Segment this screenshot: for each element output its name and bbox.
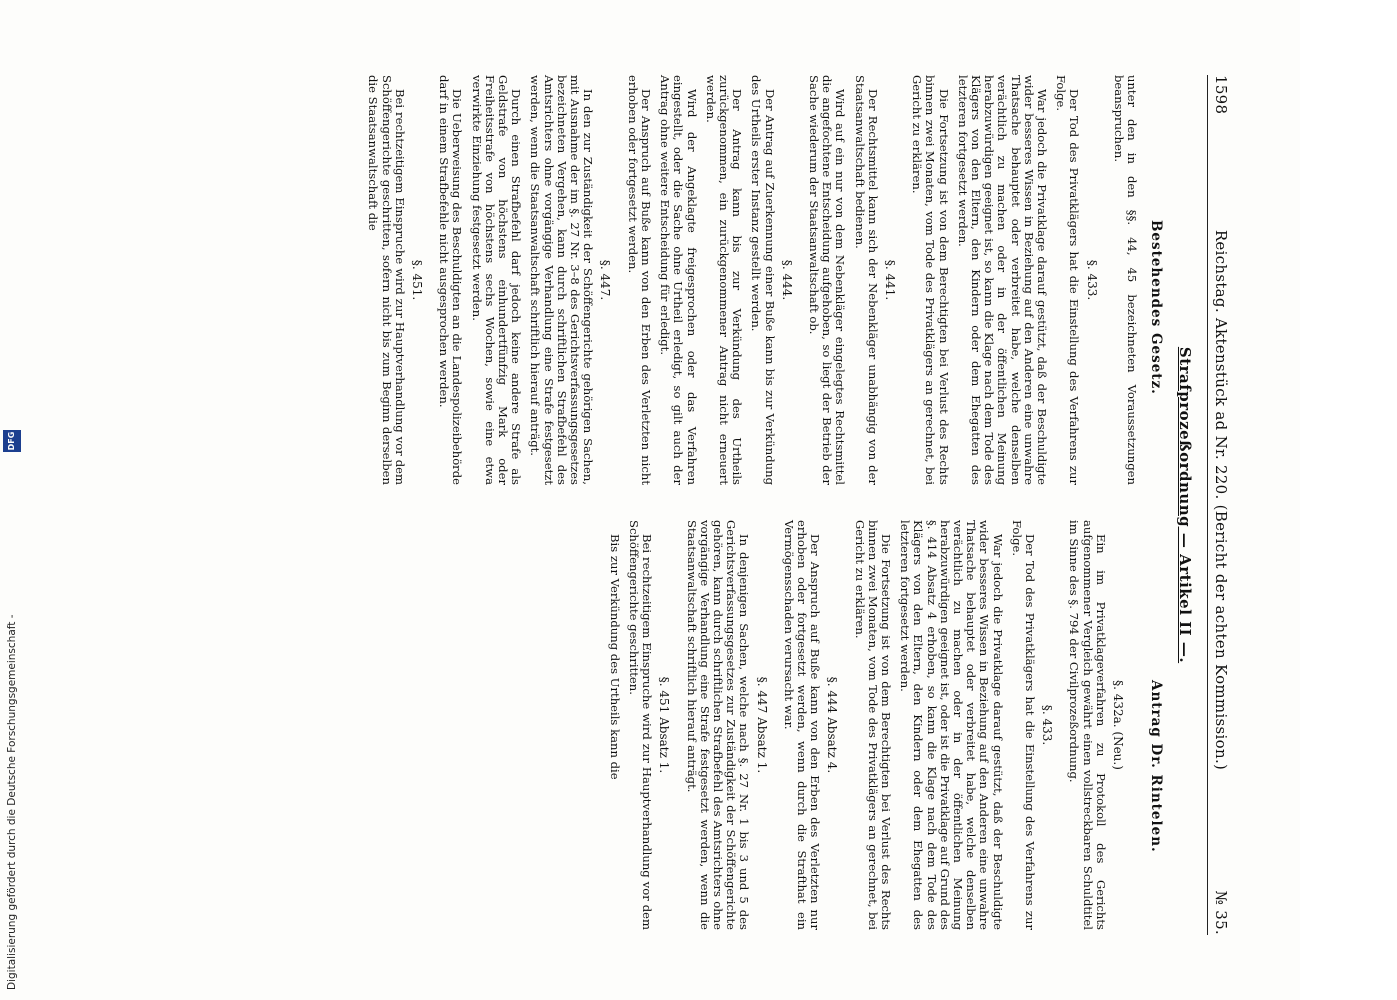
section-heading: §. 433. [1040, 704, 1055, 746]
section-paragraph: War jedoch die Privatklage darauf gestützt, daß der Beschuldigte wider besseres Wissen in Beziehung auf den Anderen eine unwahre Thatsache behauptet oder verbreitet habe, welche denselben verächtlich zu machen oder in der öffentlichen Meinung herabzuwürdigen geeignet ist, oder ist die Privatklage auf Grund des §. 414 Absatz 4 erhoben, so kann die Klage nach dem Tode des Klägers von den Eltern, den Kindern oder dem Ehegatten des letzteren fortgesetzt werden. [898, 520, 1005, 930]
section-paragraph: Der Anspruch auf Buße kann von den Erben des Verletzten nicht erhoben oder fortgesetzt werden. [625, 75, 653, 485]
section-paragraph: Der Rechtsmittel kann sich der Nebenkläger unabhängig von der Staatsanwaltschaft bedienen. [852, 75, 880, 485]
section-paragraph: Die Ueberweisung des Beschuldigten an die Landespolizeibehörde darf in einem Strafbefehle nicht ausgesprochen werden. [437, 75, 465, 485]
left-column-heading: Bestehendes Gesetz. [1148, 220, 1164, 395]
credit-text: Digitalisierung gefördert durch die Deutsche Forschungsgemeinschaft - [6, 614, 18, 990]
page-title: Strafprozeßordnung — Artikel II —. [1176, 346, 1194, 664]
section-paragraph: Wird der Angeklagte freigesprochen oder das Verfahren eingestellt, oder die Sache ohne Urtheil erledigt, so gilt auch der Antrag ohne weitere Entscheidung für erledigt. [658, 75, 699, 485]
header-rule [1207, 75, 1208, 935]
digitization-credit [1, 0, 23, 1000]
section-heading: §. 433. [1084, 259, 1099, 301]
section-heading: §. 444 Absatz 4. [825, 676, 840, 774]
left-column [360, 75, 1138, 485]
section-paragraph: In denjenigen Sachen, welche nach §. 27 Nr. 1 bis 3 und 5 des Gerichtsverfassungsgesetzes zur Zuständigkeit der Schöffengerichte gehören, kann durch schriftlichen Strafbefehl des Amtsrichters ohne vorgängige Verhandlung eine Strafe festgesetzt werden, wenn die Staatsanwaltschaft schriftlich hierauf anträgt. [684, 520, 752, 930]
right-column [602, 520, 1139, 930]
right-column-heading: Antrag Dr. Rintelen. [1148, 680, 1164, 853]
section-paragraph: Bei rechtzeitigem Einspruche wird zur Hauptverhandlung vor dem Schöffengerichte geschritten, sofern nicht bis zum Beginn derselben die Staatsanwaltschaft die [366, 75, 407, 485]
page-number: 1598 [1212, 75, 1230, 115]
section-heading: §. 447. [598, 259, 613, 301]
section-paragraph: Der Tod des Privatklägers hat die Einstellung des Verfahrens zur Folge. [1009, 520, 1037, 930]
section-heading: §. 451 Absatz 1. [657, 676, 672, 774]
section-paragraph: Der Tod des Privatklägers hat die Einstellung des Verfahrens zur Folge. [1054, 75, 1082, 485]
section-paragraph: Bei rechtzeitigem Einspruche wird zur Hauptverhandlung vor dem Schöffengerichte geschritten. [626, 520, 655, 930]
left-intro: unter den in den §§. 44, 45 bezeichneten Voraussetzungen beanspruchen. [1111, 75, 1139, 485]
section-heading: §. 451. [410, 259, 425, 301]
section-heading: §. 444. [779, 259, 794, 301]
section-paragraph: Durch einen Strafbefehl darf jedoch keine andere Strafe als Geldstrafe von höchstens einhundertfünfzig Mark oder Freiheitsstrafe von höchstens sechs Wochen, sowie eine etwa verwirkte Einziehung festgesetzt werden. [469, 75, 524, 485]
section-heading: §. 447 Absatz 1. [754, 676, 769, 774]
document-number: № 35. [1212, 890, 1230, 935]
dfg-logo: DFG [3, 430, 21, 452]
section-paragraph: Der Antrag kann bis zur Verkündung des Urtheils zurückgenommen, ein zurückgenommener Antrag nicht erneuert werden. [703, 75, 745, 485]
section-heading: §. 441. [882, 259, 897, 301]
section-paragraph: Der Antrag auf Zuerkennung einer Buße kann bis zur Verkündung des Urtheils erster Instanz gestellt werden. [749, 75, 777, 485]
section-paragraph: Der Anspruch auf Buße kann von den Erben des Verletzten nur erhoben oder fortgesetzt werden, wenn durch die Strafthat ein Vermögensschaden verursacht war. [781, 520, 823, 930]
section-paragraph: In den zur Zuständigkeit der Schöffengerichte gehörigen Sachen, mit Ausnahme der im §. 27 Nr. 3–8 des Gerichtsverfassungsgesetzes bezeichneten Vergehen, kann durch schriftlichen Strafbefehl des Amtsrichters ohne vorgängige Verhandlung eine Strafe festgesetzt werden, wenn die Staatsanwaltschaft schriftlich hierauf anträgt. [528, 75, 596, 485]
section-paragraph: Die Fortsetzung ist von dem Berechtigten bei Verlust des Rechts binnen zwei Monaten, vom Tode des Privatklägers an gerechnet, bei Gericht zu erklären. [852, 520, 893, 930]
section-paragraph: Bis zur Verkündung des Urtheils kann die [607, 534, 622, 780]
section-paragraph: Die Fortsetzung ist von dem Berechtigten bei Verlust des Rechts binnen zwei Monaten, vom Tode des Privatklägers an gerechnet, bei Gericht zu erklären. [910, 75, 951, 485]
running-header: Reichstag. Aktenstück ad Nr. 220. (Bericht der achten Kommission.) [1212, 229, 1230, 771]
section-paragraph: Ein im Privatklageverfahren zu Protokoll des Gerichts aufgenommener Vergleich gewährt einen vollstreckbaren Schuldtitel im Sinne des §. 794 der Civilprozeßordnung. [1067, 520, 1108, 930]
section-paragraph: War jedoch die Privatklage darauf gestützt, daß der Beschuldigte wider besseres Wissen in Beziehung auf den Anderen eine unwahre Thatsache behauptet oder verbreitet habe, welche denselben verächtlich zu machen oder in der öffentlichen Meinung herabzuwürdigen geeignet ist, so kann die Klage nach dem Tode des Klägers von den Eltern, den Kindern oder dem Ehegatten des letzteren fortgesetzt werden. [955, 75, 1049, 485]
section-paragraph: Wird auf ein nur von dem Nebenkläger eingelegtes Rechtsmittel die angefochtene Entscheidung aufgehoben, so liegt der Betrieb der Sache wiederum der Staatsanwaltschaft ob. [806, 75, 848, 485]
section-heading: §. 432a. (Neu.) [1111, 680, 1125, 770]
